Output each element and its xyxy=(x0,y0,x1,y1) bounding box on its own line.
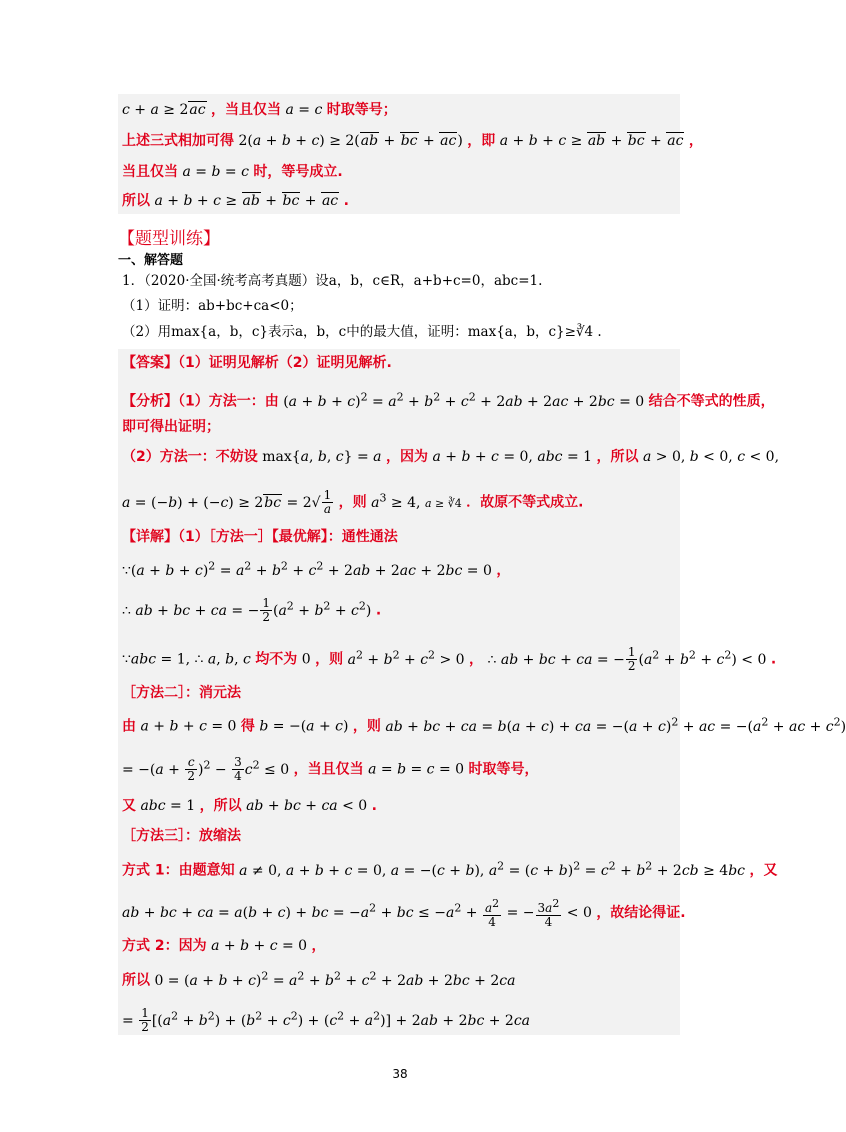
answer-line: 【答案】（1）证明见解析（2）证明见解析. xyxy=(122,355,392,371)
method3-line-1: 方式 1：由题意知 a ≠ 0, a + b + c = 0, a = −(c + b), $a^2 = (c + b)^2 = c^2 + b^2 + 2cb \ge 4bc$ ，又 xyxy=(122,859,778,879)
box1-line-2: 上述三式相加可得 2(a + b + c) ≥ 2(ab + bc + ac) ，即 a + b + c ≥ ab + bc + ac ， xyxy=(122,133,703,149)
detail-line-3: ∴ ab + bc + ca = − $\frac{1}{2}$ $(a^2 + b^2 + c^2)$ . xyxy=(122,596,382,625)
method2-line-3: 又 abc = 1 ，所以 ab + bc + ca < 0 . xyxy=(122,798,377,814)
detail-line-2: ∵(a + $b + c)^2 = a^2 + b^2 + c^2 + 2ab + 2ac + 2bc = 0$ ， xyxy=(122,559,511,579)
problem-line-1: 1．（2020·全国·统考高考真题）设a，b，c∈R，a+b+c=0，abc=1. xyxy=(122,273,543,289)
method2-title: ［方法二］：消元法 xyxy=(122,685,241,701)
analysis-line-2: 即可得出证明； xyxy=(122,419,220,435)
problem-line-3: （2）用max{a，b，c}表示a，b，c中的最大值，证明：max{a，b，c}≥∛4 . xyxy=(122,324,602,340)
section-heading: 【题型训练】 xyxy=(118,229,220,249)
method3-title: ［方法三］：放缩法 xyxy=(122,828,241,844)
analysis-line-1: 【分析】（1）方法一：由 $(a + b + c)^2 = a^2 + b^2 + c^2 + 2ab + 2ac + 2bc = 0$ 结合不等式的性质， xyxy=(122,390,775,410)
method3-line-4: 所以 $0 = (a + b + c)^2 = a^2 + b^2 + c^2 + 2ab + 2bc + 2ca$ xyxy=(122,969,516,989)
box1-line-1: c + a ≥ 2ac ，当且仅当 a = c 时取等号； xyxy=(122,102,397,118)
method3-line-5: = $\frac{1}{2}$ $[(a^2 + b^2) + (b^2 + c^2) + (c^2 + a^2)] + 2ab + 2bc + 2ca$ xyxy=(122,1006,531,1035)
detail-line-1: 【详解】（1）［方法一］【最优解】：通性通法 xyxy=(122,529,398,545)
problem-line-2: （1）证明：ab+bc+ca<0； xyxy=(122,298,303,314)
method3-line-2: ab + bc + ca = a(b + c) + bc = $-a^2$ + bc ≤ $-a^2$ + $\frac{a^2}{4}$ = − $\frac{3a^2}{4}$ < 0 ，故结论得证. xyxy=(122,897,686,929)
page-number: 38 xyxy=(392,1067,408,1081)
detail-line-4: ∵abc = 1, ∴ a, b, c 均不为 0 ，则 $a^2 + b^2 + c^2 > 0$ ， ∴ ab + bc + ca = − $\frac{1}{2}$ $(a^2 + b^2 + c^2) < 0$ . xyxy=(122,645,777,674)
box1-line-4: 所以 a + b + c ≥ ab + bc + ac . xyxy=(122,193,349,209)
method3-line-3: 方式 2：因为 a + b + c = 0 ， xyxy=(122,938,326,954)
method2-line-2: = −(a + $\frac{c}{2}$ )$^2$ − $\frac{3}{4}$ $c^2 \le 0$ ，当且仅当 a = b = c = 0 时取等号， xyxy=(122,755,539,784)
sub-heading: 一、解答题 xyxy=(118,253,184,268)
analysis-line-4: a = (−b) + (−c) ≥ 2bc = 2√ $\frac{1}{a}$ ，则 $a^3 \ge 4$, a ≥ ∛4 ．故原不等式成立. xyxy=(122,488,584,517)
analysis-line-3: （2）方法一：不妨设 max{a, b, c} = a ，因为 a + b + c = 0, abc = 1 ，所以 a > 0, b < 0, c < 0, xyxy=(122,449,780,465)
method2-line-1: 由 a + b + c = 0 得 b = −(a + c) ，则 ab + bc + ca = b(a + c) + ca = $-(a + c)^2$ + ac = $-(a^2$ + ac + $c^2$) xyxy=(122,715,846,735)
box1-line-3: 当且仅当 a = b = c 时，等号成立. xyxy=(122,164,343,180)
